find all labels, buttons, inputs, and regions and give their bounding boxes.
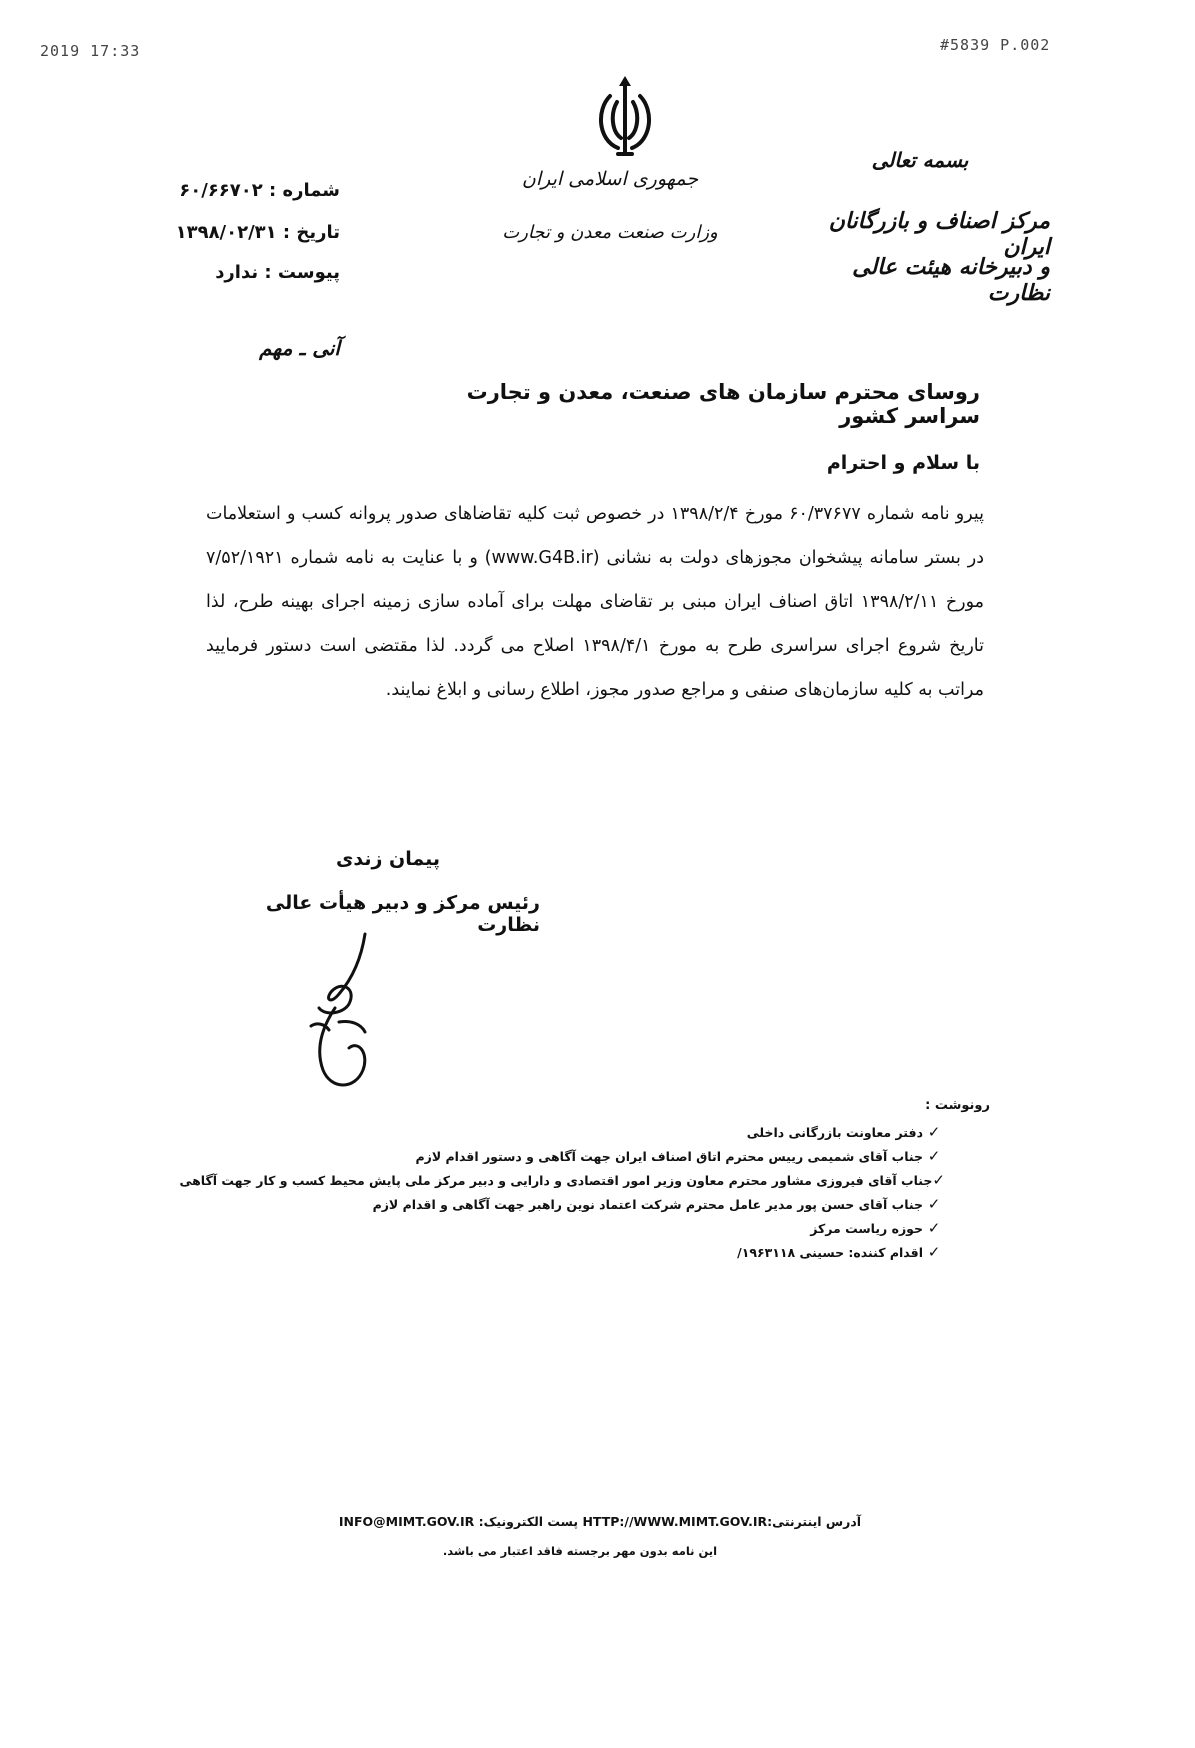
center-name: مرکز اصناف و بازرگانان ایران [828,208,1050,260]
cc-item: ✓ حوزه ریاست مرکز [230,1216,945,1240]
council-name: و دبیرخانه هیئت عالی نظارت [852,254,1050,306]
checkmark-icon: ✓ [927,1219,941,1237]
checkmark-icon: ✓ [927,1147,941,1165]
letter-date: تاریخ : ۱۳۹۸/۰۲/۳۱ [175,222,340,243]
cc-label: رونوشت : [925,1098,990,1113]
cc-item: ✓ جناب آقای حسن پور مدیر عامل محترم شرکت اعتماد نوین راهبر جهت آگاهی و اقدام لازم [230,1192,945,1216]
checkmark-icon: ✓ [927,1195,941,1213]
addressee: روسای محترم سازمان های صنعت، معدن و تجارت سراسر کشور [466,380,980,428]
bismillah: بسمه تعالی [871,148,969,172]
cc-item: ✓ جناب آقای فیروزی مشاور محترم معاون وزیر امور اقتصادی و دارایی و دبیر مرکز ملی پایش محیط کسب و کار جهت آگاهی [179,1171,945,1189]
letter-body: پیرو نامه شماره ۶۰/۳۷۶۷۷ مورخ ۱۳۹۸/۲/۴ در خصوص ثبت کلیه تقاضاهای صدور پروانه کسب و استعلامات در بستر سامانه پیشخوان مجوزهای دولت به نشانی (www.G4B.ir) و با عنایت به نامه شماره ۷/۵۲/۱۹۲۱ مورخ ۱۳۹۸/۲/۱۱ اتاق اصناف ایران مبنی بر تقاضای مهلت برای آماده سازی زمینه اجرای بهینه طرح، لذا تاریخ شروع اجرای سراسری طرح به مورخ ۱۳۹۸/۴/۱ اصلاح می گردد. لذا مقتضی است دستور فرمایید مراتب به کلیه سازمان‌های صنفی و مراجع صدور مجوز، اطلاع رسانی و ابلاغ نمایند. [206,504,984,700]
urgency-note: آنی ـ مهم [259,336,340,360]
checkmark-icon: ✓ [932,1171,945,1189]
cc-list [179,1120,945,1264]
cc-item: ✓ جناب آقای شمیمی رییس محترم اتاق اصناف ایران جهت آگاهی و دستور اقدام لازم [230,1144,945,1168]
signature [295,930,405,1100]
republic-name: جمهوری اسلامی ایران [521,168,699,190]
signer-name: پیمان زندی [335,848,440,870]
fax-timestamp: 2019 17:33 [40,42,141,60]
footer-contact: آدرس اینترنتی:HTTP://WWW.MIMT.GOV.IR پست الکترونیک: INFO@MIMT.GOV.IR [338,1514,862,1529]
fax-page-number: #5839 P.002 [940,36,1051,54]
footer-note: این نامه بدون مهر برجسته فاقد اعتبار می باشد. [442,1544,718,1558]
emblem-icon [588,74,662,162]
cc-item: ✓ دفتر معاونت بازرگانی داخلی [230,1120,945,1144]
ministry-name: وزارت صنعت معدن و تجارت [502,222,718,243]
letter-attachment: پیوست : ندارد [215,262,340,283]
greeting: با سلام و احترام [826,452,980,474]
checkmark-icon: ✓ [927,1123,941,1141]
signer-title: رئیس مرکز و دبیر هیأت عالی نظارت [265,892,540,936]
cc-item: ✓ اقدام کننده: حسینی ۱۹۶۳۱۱۸/ [230,1240,945,1264]
letter-number: شماره : ۶۰/۶۶۷۰۲ [179,180,340,201]
checkmark-icon: ✓ [927,1243,941,1261]
